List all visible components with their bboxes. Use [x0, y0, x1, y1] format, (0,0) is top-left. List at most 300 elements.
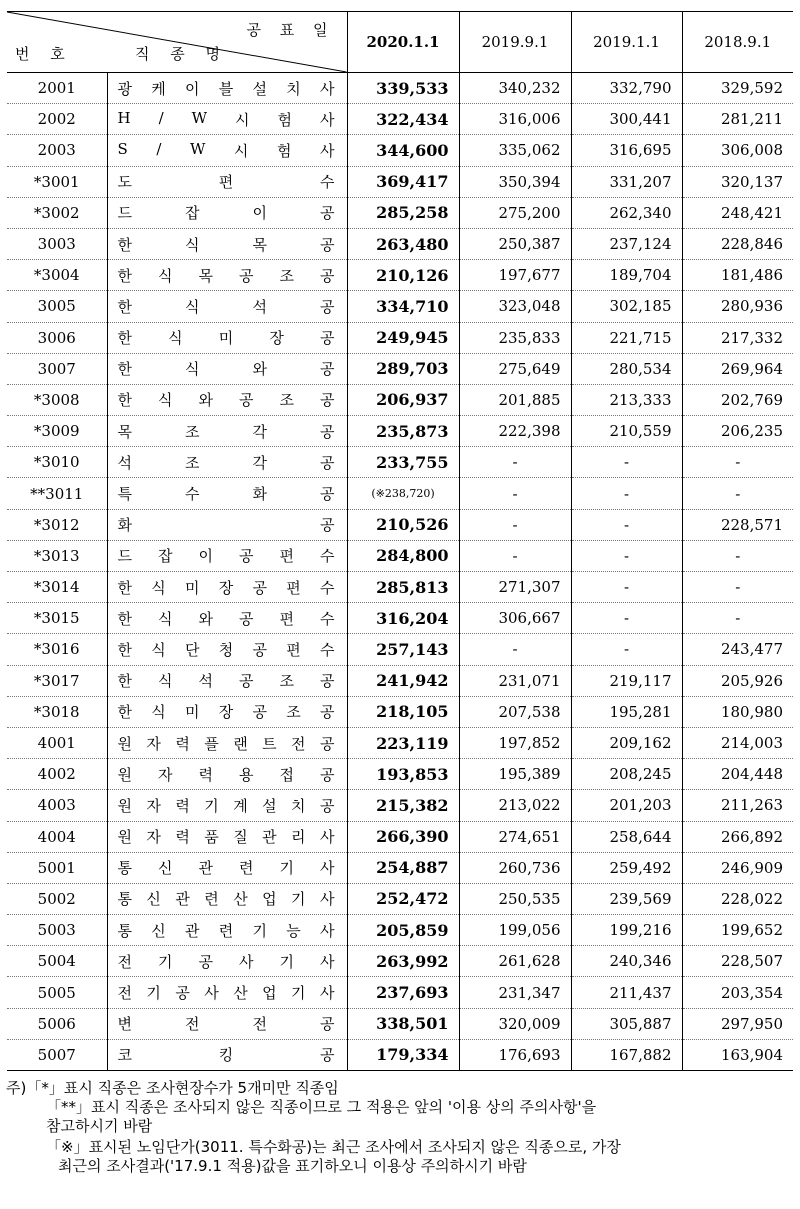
table-row	[7, 478, 793, 509]
wage-value-3: 195,281	[571, 696, 682, 727]
job-name-char: 기	[146, 984, 161, 1003]
wage-value-2: 316,006	[459, 104, 571, 135]
wage-value-4: 269,964	[682, 353, 793, 384]
wage-value-1: 205,859	[347, 915, 459, 946]
job-name	[107, 727, 347, 758]
job-name-char: 업	[262, 890, 277, 909]
job-name-chars	[118, 545, 335, 566]
job-name	[107, 135, 347, 166]
job-name-char: 식	[158, 672, 173, 691]
wage-value-4: 228,507	[682, 946, 793, 977]
job-name-char: 공	[320, 516, 335, 535]
wage-value-2: 320,009	[459, 1008, 571, 1039]
job-name-char: 식	[151, 703, 166, 722]
job-code: 4004	[7, 821, 107, 852]
job-code: 5006	[7, 1008, 107, 1039]
wage-value-4: 329,592	[682, 73, 793, 104]
job-name-char: 장	[269, 329, 284, 348]
wage-value-4: 281,211	[682, 104, 793, 135]
job-name-char: 공	[198, 952, 213, 971]
job-name-char: 장	[218, 703, 234, 722]
wage-value-2: 176,693	[459, 1039, 571, 1070]
job-name	[107, 73, 347, 104]
table-row	[7, 291, 793, 322]
job-name-chars	[118, 701, 335, 722]
job-name-char: 설	[252, 79, 267, 98]
job-name	[107, 572, 347, 603]
footnote-2	[46, 1098, 796, 1136]
job-name-char: 신	[158, 859, 173, 878]
wage-value-2: 231,347	[459, 977, 571, 1008]
wage-value-1: 316,204	[347, 603, 459, 634]
wage-value-3: 300,441	[571, 104, 682, 135]
job-name-char: 석	[198, 672, 213, 691]
job-code: 5007	[7, 1039, 107, 1070]
table-row	[7, 821, 793, 852]
job-name-char: 전	[117, 984, 132, 1003]
job-name-char: 관	[262, 828, 277, 847]
table-row	[7, 665, 793, 696]
table-row	[7, 73, 793, 104]
wage-value-1: 369,417	[347, 166, 459, 197]
wage-value-2: 197,852	[459, 727, 571, 758]
table-row	[7, 634, 793, 665]
wage-value-3: 331,207	[571, 166, 682, 197]
wage-value-1: 284,800	[347, 540, 459, 571]
job-name-char: 자	[146, 734, 161, 753]
job-code: 3006	[7, 322, 107, 353]
header-diagonal-cell	[7, 12, 347, 73]
job-name-char: 공	[319, 734, 335, 753]
job-name-chars	[118, 733, 335, 754]
job-name-char: 한	[117, 640, 132, 659]
job-name-char: 편	[286, 578, 301, 597]
wage-value-3: 189,704	[571, 260, 682, 291]
job-name-chars	[118, 452, 335, 473]
table-row	[7, 852, 793, 883]
job-name-char: 사	[320, 921, 335, 940]
wage-value-2: 261,628	[459, 946, 571, 977]
wage-value-3: 237,124	[571, 228, 682, 259]
job-name-char: 각	[252, 422, 267, 441]
wage-value-4: -	[682, 447, 793, 478]
wage-value-1: 257,143	[347, 634, 459, 665]
wage-value-1: 193,853	[347, 759, 459, 790]
job-name-char: 전	[291, 734, 306, 753]
header-date-2019-9-1: 2019.9.1	[459, 12, 571, 73]
wage-value-1: 233,755	[347, 447, 459, 478]
wage-value-3: 280,534	[571, 353, 682, 384]
job-name-char: 기	[291, 984, 306, 1003]
table-row	[7, 790, 793, 821]
job-name-char: 드	[117, 204, 132, 223]
header-date-2018-9-1: 2018.9.1	[682, 12, 793, 73]
wage-value-2: -	[459, 478, 571, 509]
wage-table-container	[7, 11, 793, 1071]
job-name-char: 공	[320, 204, 335, 223]
footnote-2-line-1: 「**」표시 직종은 조사되지 않은 직종이므로 그 적용은 앞의 '이용 상의 주의사항'을	[46, 1098, 597, 1116]
job-name-char: 수	[320, 547, 335, 566]
job-name-char: 광	[117, 79, 132, 98]
job-name	[107, 821, 347, 852]
job-name-char: 련	[239, 859, 254, 878]
job-name-char: 조	[279, 266, 294, 285]
wage-value-1: 334,710	[347, 291, 459, 322]
wage-value-4: -	[682, 603, 793, 634]
wage-value-4: 202,769	[682, 384, 793, 415]
job-name-char: H	[117, 108, 131, 127]
table-row	[7, 696, 793, 727]
job-name-char: 원	[117, 734, 132, 753]
job-name-chars	[118, 234, 335, 255]
job-name-char: 공	[320, 672, 335, 691]
job-name-char: 전	[252, 1015, 267, 1034]
job-name-char: 이	[185, 79, 200, 98]
wage-value-2: 235,833	[459, 322, 571, 353]
job-name-char: 한	[117, 329, 132, 348]
job-name-chars	[118, 764, 335, 785]
job-name-char: 공	[320, 329, 335, 348]
job-name-char: 공	[319, 796, 335, 815]
job-name-char: 한	[117, 360, 132, 379]
wage-value-3: 332,790	[571, 73, 682, 104]
job-name-char: 계	[233, 796, 248, 815]
job-name-char: S	[117, 139, 128, 158]
job-name-char: 화	[252, 485, 267, 504]
job-name-char: 공	[239, 391, 254, 410]
job-name	[107, 915, 347, 946]
wage-value-1: 223,119	[347, 727, 459, 758]
job-name-chars	[118, 826, 335, 847]
job-name-char: 편	[286, 640, 301, 659]
wage-value-1: 235,873	[347, 416, 459, 447]
job-name	[107, 416, 347, 447]
job-code: 5005	[7, 977, 107, 1008]
job-name-chars	[118, 1044, 335, 1065]
job-name-chars	[118, 358, 335, 379]
job-name-char: 공	[320, 453, 335, 472]
job-code: 2001	[7, 73, 107, 104]
table-row	[7, 104, 793, 135]
job-code: 2002	[7, 104, 107, 135]
job-name-char: 기	[204, 796, 219, 815]
table-row	[7, 135, 793, 166]
job-name	[107, 478, 347, 509]
job-name-char: 기	[158, 952, 173, 971]
job-code: *3001	[7, 166, 107, 197]
job-name-char: 이	[252, 204, 267, 223]
job-name-char: /	[158, 108, 164, 127]
wage-value-3: 316,695	[571, 135, 682, 166]
wage-value-4: 248,421	[682, 197, 793, 228]
job-name-char: 한	[117, 578, 132, 597]
wage-value-1: 215,382	[347, 790, 459, 821]
job-code: *3010	[7, 447, 107, 478]
job-name	[107, 322, 347, 353]
wage-value-4: 297,950	[682, 1008, 793, 1039]
job-name	[107, 1039, 347, 1070]
job-name-char: 통	[117, 890, 132, 909]
wage-value-2: 231,071	[459, 665, 571, 696]
header-date-2020-1-1: 2020.1.1	[347, 12, 459, 73]
job-name	[107, 260, 347, 291]
wage-value-2: 260,736	[459, 852, 571, 883]
wage-value-1: 252,472	[347, 883, 459, 914]
job-name-char: 플	[204, 734, 219, 753]
job-name-char: 식	[158, 391, 173, 410]
job-code: *3004	[7, 260, 107, 291]
job-name-char: 조	[185, 453, 200, 472]
job-name-chars	[118, 577, 335, 598]
wage-value-2: -	[459, 634, 571, 665]
wage-value-3: -	[571, 634, 682, 665]
wage-value-2: 213,022	[459, 790, 571, 821]
table-row	[7, 603, 793, 634]
job-name-char: 용	[239, 765, 254, 784]
job-name-char: 조	[279, 391, 294, 410]
job-name-char: 공	[175, 984, 190, 1003]
job-name-char: 공	[239, 547, 254, 566]
job-name-char: 사	[204, 984, 219, 1003]
job-name-char: 원	[117, 828, 132, 847]
job-name-char: 식	[158, 266, 173, 285]
job-code: 5002	[7, 883, 107, 914]
job-name-chars	[118, 421, 335, 442]
wage-value-1: 263,480	[347, 228, 459, 259]
job-name-char: 공	[320, 297, 335, 316]
wage-value-2: 275,649	[459, 353, 571, 384]
job-name-char: 드	[117, 547, 132, 566]
wage-value-2: 199,056	[459, 915, 571, 946]
job-name-char: 전	[117, 952, 132, 971]
job-name-char: 사	[320, 79, 335, 98]
job-name-chars	[118, 109, 335, 130]
job-name-char: /	[156, 139, 162, 158]
wage-value-1: 210,126	[347, 260, 459, 291]
wage-value-4: 181,486	[682, 260, 793, 291]
job-name-char: 킹	[218, 1046, 234, 1065]
job-name	[107, 790, 347, 821]
job-name-char: 공	[239, 672, 254, 691]
table-row	[7, 1039, 793, 1070]
wage-value-3: 199,216	[571, 915, 682, 946]
job-name-char: 미	[185, 578, 200, 597]
job-name	[107, 852, 347, 883]
job-name-char: 기	[291, 890, 306, 909]
job-code: *3015	[7, 603, 107, 634]
job-name-char: 한	[117, 672, 132, 691]
table-row	[7, 228, 793, 259]
wage-value-4: 228,846	[682, 228, 793, 259]
wage-value-1: 285,813	[347, 572, 459, 603]
job-name-char: 자	[158, 765, 173, 784]
job-name-chars	[118, 1013, 335, 1034]
job-name-char: 와	[252, 360, 267, 379]
wage-value-2: 306,667	[459, 603, 571, 634]
job-name	[107, 946, 347, 977]
job-name	[107, 197, 347, 228]
job-name-char: 목	[252, 235, 267, 254]
job-name-char: 수	[320, 609, 335, 628]
job-name-char: 시	[233, 141, 249, 160]
job-name	[107, 291, 347, 322]
job-name-chars	[118, 795, 335, 816]
job-code: 4002	[7, 759, 107, 790]
job-name-char: 단	[185, 640, 200, 659]
wage-value-2: 250,387	[459, 228, 571, 259]
footnote-3-line-1: 「※」표시된 노임단가(3011. 특수화공)는 최근 조사에서 조사되지 않은 직종으로, 가장	[46, 1138, 621, 1156]
wage-value-3: 209,162	[571, 727, 682, 758]
job-name-char: 질	[233, 828, 248, 847]
header-job-label: 직 종 명	[135, 45, 229, 63]
job-name-char: 관	[175, 890, 190, 909]
job-name-char: 한	[117, 297, 132, 316]
job-name-char: 편	[218, 173, 234, 192]
job-name-char: 이	[198, 547, 213, 566]
job-name-char: 식	[151, 578, 166, 597]
table-row	[7, 540, 793, 571]
job-name-char: 수	[320, 640, 335, 659]
job-name-char: 련	[204, 890, 219, 909]
job-name-chars	[118, 389, 335, 410]
wage-value-1: 249,945	[347, 322, 459, 353]
wage-value-4: -	[682, 478, 793, 509]
job-name-char: 원	[117, 796, 132, 815]
job-name-chars	[118, 920, 335, 941]
wage-value-4: -	[682, 572, 793, 603]
job-name-char: 설	[262, 796, 277, 815]
job-name-char: 공	[320, 703, 335, 722]
job-name-char: 각	[252, 453, 267, 472]
job-code: 2003	[7, 135, 107, 166]
job-name-char: 자	[146, 828, 161, 847]
job-name-char: 사	[319, 890, 335, 909]
table-row	[7, 447, 793, 478]
job-name-char: 조	[286, 703, 301, 722]
wage-value-2: 195,389	[459, 759, 571, 790]
job-code: *3016	[7, 634, 107, 665]
wage-value-1: 339,533	[347, 73, 459, 104]
job-name-char: 사	[319, 828, 335, 847]
wage-value-3: 219,117	[571, 665, 682, 696]
job-name-char: 품	[204, 828, 219, 847]
job-name	[107, 634, 347, 665]
wage-table	[7, 11, 793, 1071]
table-body	[7, 73, 793, 1071]
job-name-char: 수	[320, 173, 335, 192]
job-name-chars	[118, 171, 335, 192]
job-code: **3011	[7, 478, 107, 509]
job-name-char: 식	[158, 609, 173, 628]
job-name	[107, 104, 347, 135]
wage-value-1: (※238,720)	[347, 478, 459, 509]
wage-value-3: 302,185	[571, 291, 682, 322]
wage-value-4: 243,477	[682, 634, 793, 665]
wage-value-4: 211,263	[682, 790, 793, 821]
job-name-char: 리	[291, 828, 306, 847]
wage-value-3: 208,245	[571, 759, 682, 790]
job-name	[107, 540, 347, 571]
job-name-char: 편	[279, 547, 294, 566]
wage-value-4: 280,936	[682, 291, 793, 322]
wage-value-3: 239,569	[571, 883, 682, 914]
job-code: *3008	[7, 384, 107, 415]
job-name	[107, 665, 347, 696]
job-name	[107, 1008, 347, 1039]
job-name-char: 수	[320, 578, 335, 597]
wage-value-4: 320,137	[682, 166, 793, 197]
header-date-label: 공 표 일	[246, 21, 335, 39]
table-header-row	[7, 12, 793, 73]
job-name-char: 사	[320, 952, 335, 971]
job-name-char: 력	[175, 796, 190, 815]
job-name-chars	[118, 639, 335, 660]
job-name-char: 공	[320, 485, 335, 504]
job-name-char: 한	[117, 266, 132, 285]
job-name-char: 석	[117, 453, 132, 472]
wage-value-3: 201,203	[571, 790, 682, 821]
wage-value-2: 197,677	[459, 260, 571, 291]
wage-value-2: 271,307	[459, 572, 571, 603]
job-code: 5001	[7, 852, 107, 883]
job-name-char: 신	[146, 890, 161, 909]
job-name-char: 청	[218, 640, 234, 659]
wage-value-1: 254,887	[347, 852, 459, 883]
job-name-char: 특	[117, 485, 132, 504]
job-name-char: 사	[320, 141, 335, 160]
table-row	[7, 353, 793, 384]
wage-value-4: 228,022	[682, 883, 793, 914]
job-name-chars	[118, 296, 335, 317]
wage-value-3: 213,333	[571, 384, 682, 415]
wage-value-4: 205,926	[682, 665, 793, 696]
job-name-char: 관	[185, 921, 200, 940]
job-name-chars	[118, 140, 335, 161]
wage-value-1: 266,390	[347, 821, 459, 852]
job-name-chars	[118, 202, 335, 223]
job-name-chars	[118, 888, 335, 909]
wage-value-4: 306,008	[682, 135, 793, 166]
table-row	[7, 322, 793, 353]
table-row	[7, 572, 793, 603]
table-row	[7, 727, 793, 758]
job-name-char: 통	[117, 921, 132, 940]
wage-value-2: 335,062	[459, 135, 571, 166]
job-name-char: 관	[198, 859, 213, 878]
wage-value-3: -	[571, 478, 682, 509]
job-code: *3009	[7, 416, 107, 447]
wage-value-1: 263,992	[347, 946, 459, 977]
wage-value-3: 221,715	[571, 322, 682, 353]
job-name-char: 사	[319, 984, 335, 1003]
job-name-char: 한	[117, 609, 132, 628]
wage-value-1: 218,105	[347, 696, 459, 727]
job-name-char: 식	[185, 235, 200, 254]
table-row	[7, 416, 793, 447]
wage-value-1: 206,937	[347, 384, 459, 415]
job-name-char: 와	[198, 609, 213, 628]
job-code: *3017	[7, 665, 107, 696]
job-name-chars	[118, 608, 335, 629]
wage-value-1: 285,258	[347, 197, 459, 228]
job-name-char: 공	[320, 235, 335, 254]
job-name-char: 식	[168, 329, 183, 348]
job-name-char: 사	[239, 952, 254, 971]
wage-value-4: 163,904	[682, 1039, 793, 1070]
wage-value-2: 323,048	[459, 291, 571, 322]
job-name-char: 력	[198, 765, 213, 784]
job-name	[107, 977, 347, 1008]
